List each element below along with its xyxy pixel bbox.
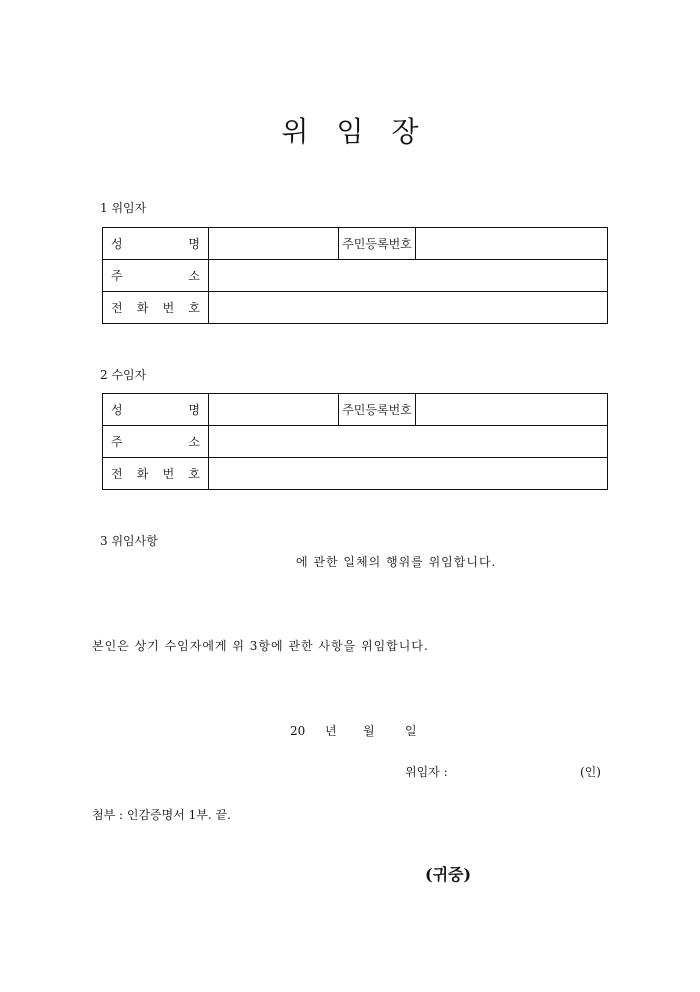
delegate-table <box>102 393 608 490</box>
delegate-name-field[interactable] <box>209 394 339 426</box>
delegator-table <box>102 227 608 324</box>
label: 화 <box>136 467 149 481</box>
label: 번 <box>162 467 175 481</box>
label: 호 <box>188 301 200 315</box>
date-year-prefix: 20 <box>290 724 306 738</box>
delegator-address-field[interactable] <box>209 260 608 292</box>
seal-mark: (인) <box>580 765 601 779</box>
delegate-address-field[interactable] <box>209 426 608 458</box>
attachment-note: 첨부 : 인감증명서 1부. 끝. <box>92 808 231 822</box>
label: 번 <box>162 301 175 315</box>
date-month: 월 <box>363 724 375 738</box>
date-year: 년 <box>325 724 337 738</box>
label: 주 <box>111 435 123 449</box>
statement: 본인은 상기 수임자에게 위 3항에 관한 사항을 위임합니다. <box>92 639 429 653</box>
document-title <box>0 115 700 148</box>
delegator-phone-field[interactable] <box>209 292 608 324</box>
signature-label: 위임자 : <box>405 765 448 779</box>
label: 성 <box>111 403 123 417</box>
delegate-id-field[interactable] <box>416 394 608 426</box>
label: 소 <box>188 435 200 449</box>
section1-heading: 1 위임자 <box>100 201 147 215</box>
label: 소 <box>188 269 200 283</box>
label: 주 <box>111 269 123 283</box>
delegation-text: 에 관한 일체의 행위를 위임합니다. <box>296 555 497 569</box>
id-label: 주민등록번호 <box>339 394 416 426</box>
label: 전 <box>111 467 123 481</box>
label: 전 <box>111 301 123 315</box>
title-char: 장 <box>391 115 419 148</box>
title-char: 위 <box>281 115 309 148</box>
label: 명 <box>188 403 200 417</box>
title-char: 임 <box>336 115 364 148</box>
section3-heading: 3 위임사항 <box>100 534 158 548</box>
delegator-name-field[interactable] <box>209 228 339 260</box>
section2-heading: 2 수임자 <box>100 368 147 382</box>
id-label: 주민등록번호 <box>339 228 416 260</box>
label: 명 <box>188 237 200 251</box>
delegator-id-field[interactable] <box>416 228 608 260</box>
recipient: (귀중) <box>425 865 472 884</box>
label: 화 <box>136 301 149 315</box>
delegate-phone-field[interactable] <box>209 458 608 490</box>
label: 호 <box>188 467 200 481</box>
date-day: 일 <box>405 724 417 738</box>
label: 성 <box>111 237 123 251</box>
